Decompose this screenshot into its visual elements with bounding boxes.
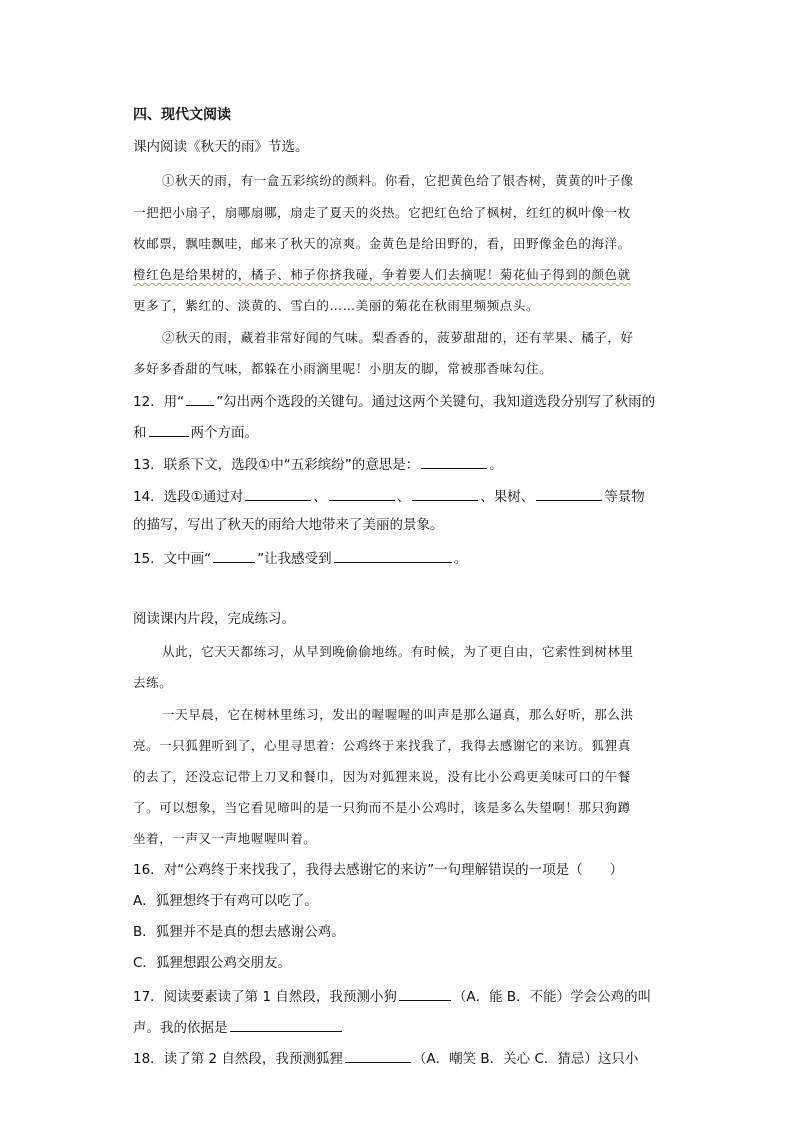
answer-blank[interactable]: [345, 1048, 411, 1063]
passage2-line: 了。可以想象，当它看见啼叫的是一只狗而不是小公鸡时，该是多么失望啊！那只狗蹲: [133, 800, 631, 815]
section-title: 四、现代文阅读: [133, 107, 231, 123]
question-12: 12．用“ ”勾出两个选段的关键句。通过这两个关键句，我知道选段分别写了秋雨的: [133, 391, 655, 411]
answer-blank[interactable]: [421, 454, 487, 469]
option-b[interactable]: B．狐狸并不是真的想去感谢公鸡。: [133, 924, 345, 940]
question-14-cont: 的描写，写出了秋天的雨给大地带来了美丽的景象。: [133, 517, 444, 533]
passage1-line: ①秋天的雨，有一盒五彩缤纷的颜料。你看，它把黄色给了银杏树，黄黄的叶子像: [162, 173, 634, 188]
answer-blank[interactable]: [329, 486, 395, 501]
answer-blank[interactable]: [399, 986, 451, 1001]
passage2-intro: 阅读课内片段，完成练习。: [133, 611, 295, 627]
option-a[interactable]: A．狐狸想终于有鸡可以吃了。: [133, 893, 318, 909]
option-c[interactable]: C．狐狸想跟公鸡交朋友。: [133, 955, 291, 971]
passage1-line: ②秋天的雨，藏着非常好闻的气味。梨香香的，菠萝甜甜的，还有苹果、橘子，好: [162, 330, 634, 345]
answer-blank[interactable]: [149, 422, 189, 437]
passage2-line: 亮。一只狐狸听到了，心里寻思着：公鸡终于来找我了，我得去感谢它的来访。狐狸真: [133, 738, 631, 753]
passage1-line: 一把把小扇子，扇哪扇哪，扇走了夏天的炎热。它把红色给了枫树，红红的枫叶像一枚: [133, 205, 631, 220]
answer-blank[interactable]: [186, 391, 214, 406]
question-18: 18．读了第 2 自然段，我预测狐狸 （A．嘲笑 B．关心 C．猜忌）这只小: [133, 1048, 638, 1068]
question-12-cont: 和 两个方面。: [133, 422, 258, 442]
passage2-line: 的去了，还没忘记带上刀叉和餐巾，因为对狐狸来说，没有比小公鸡更美味可口的午餐: [133, 769, 631, 784]
question-17-cont: 声。我的依据是: [133, 1017, 344, 1037]
answer-blank[interactable]: [245, 486, 311, 501]
question-15: 15．文中画“ ”让我感受到 。: [133, 548, 467, 568]
passage2-line: 一天早晨，它在树林里练习，发出的喔喔喔的叫声是那么逼真，那么好听，那么洪: [162, 707, 634, 722]
answer-blank[interactable]: [412, 486, 478, 501]
question-17: 17．阅读要素读了第 1 自然段，我预测小狗 （A．能 B．不能）学会公鸡的叫: [133, 986, 651, 1006]
question-16: 16．对“公鸡终于来找我了，我得去感谢它的来访”一句理解错误的一项是（ ）: [133, 862, 624, 878]
passage1-line-underlined: 橙红色是给果树的，橘子、柿子你挤我碰，争着要人们去摘呢！菊花仙子得到的颜色就: [133, 267, 631, 282]
passage2-line: 坐着，一声又一声地喔喔叫着。: [133, 831, 317, 846]
answer-blank[interactable]: [213, 548, 255, 563]
passage2-line: 从此，它天天都练习，从早到晚偷偷地练。有时候，为了更自由，它索性到树林里: [162, 644, 634, 659]
passage2-line: 去练。: [133, 675, 173, 690]
question-13: 13．联系下文，选段①中“五彩缤纷”的意思是： 。: [133, 454, 503, 474]
answer-blank[interactable]: [230, 1017, 342, 1032]
answer-blank[interactable]: [536, 486, 602, 501]
answer-blank[interactable]: [334, 548, 452, 563]
passage1-line: 更多了，紫红的、淡黄的、雪白的……美丽的菊花在秋雨里频频点头。: [133, 298, 540, 313]
passage1-line: 多好多香甜的气味，都躲在小雨滴里呢！小朋友的脚，常被那香味勾住。: [133, 361, 553, 376]
passage1-intro: 课内阅读《秋天的雨》节选。: [133, 139, 309, 155]
question-14: 14．选段①通过对 、 、 、果树、 等景物: [133, 486, 645, 506]
passage1-line: 枚邮票，飘哇飘哇，邮来了秋天的凉爽。金黄色是给田野的，看，田野像金色的海洋。: [133, 236, 631, 251]
